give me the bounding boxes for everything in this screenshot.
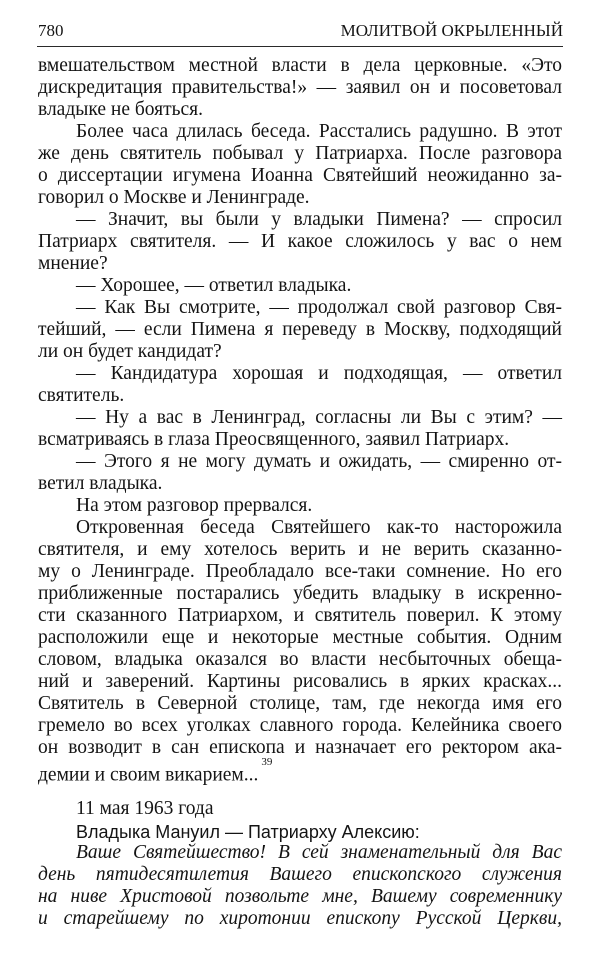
text-line: ний и заверений. Картины рисовались в ярких красках...: [38, 671, 562, 692]
text-line: му о Ленинграде. Преобладало все-таки сомнение. Но его: [38, 561, 562, 582]
paragraph-first-line: — Хорошее, — ответил владыка.: [76, 275, 352, 296]
text-line: вмешательством местной власти в дела церковные. «Это: [38, 55, 562, 76]
text-line: демии и своим викарием...: [38, 764, 259, 786]
paragraph-first-line: — Значит, вы были у владыки Пимена? — спросил: [76, 209, 562, 230]
paragraph-first-line: Ваше Святейшество! В сей знаменательный для Вас: [76, 842, 562, 863]
letter-date: [38, 798, 562, 820]
text-line: о диссертации игумена Иоанна Святейший неожиданно за-: [38, 165, 562, 186]
text-line: он возводит в сан епископа и назначает его ректором ака-: [38, 737, 562, 758]
page-number: 780: [38, 21, 64, 40]
text-line: же день святитель побывал у Патриарха. После разговора: [38, 143, 562, 164]
footnote-reference: 39: [261, 756, 273, 768]
text-line: день пятидесятилетия Вашего епископского служения: [38, 864, 562, 885]
text-line: сти сказанного Патриархом, и святитель поверил. К этому: [38, 605, 562, 626]
text-line: словом, владыка оказался во власти несбыточных обеща-: [38, 649, 562, 670]
heading-text: Владыка Мануил — Патриарху Алексию:: [76, 822, 420, 842]
text-line: святителя, и ему хотелось верить и не верить сказанно-: [38, 539, 562, 560]
paragraph-first-line: На этом разговор прервался.: [76, 495, 313, 516]
body-text: [38, 55, 562, 786]
text-line: мнение?: [38, 253, 108, 274]
paragraph-first-line: Откровенная беседа Святейшего как-то насторожила: [76, 517, 562, 538]
date-text: 11 мая 1963 года: [76, 798, 214, 819]
paragraph-first-line: — Как Вы смотрите, — продолжал свой разговор Свя-: [76, 297, 562, 318]
text-line: Патриарх святителя. — И какое сложилось у вас о нем: [38, 231, 562, 252]
text-line: говорил о Москве и Ленинграде.: [38, 187, 310, 208]
letter-heading: [38, 821, 562, 843]
text-line: святитель.: [38, 385, 125, 406]
text-line: приближенные постарались убедить владыку в искренно-: [38, 583, 562, 604]
text-line: Святитель в Северной столице, там, где некогда имя его: [38, 693, 562, 714]
text-line: и старейшему по хиротонии епископу Русской Церкви,: [38, 908, 562, 929]
text-line: тейший, — если Пимена я переведу в Москву, подходящий: [38, 319, 562, 340]
text-line: владыке не бояться.: [38, 99, 204, 120]
text-line: ветил владыка.: [38, 473, 163, 494]
running-title: МОЛИТВОЙ ОКРЫЛЕННЫЙ: [340, 21, 563, 40]
paragraph-first-line: — Кандидатура хорошая и подходящая, — ответил: [76, 363, 562, 384]
paragraph-first-line: — Этого я не могу думать и ожидать, — смиренно от-: [76, 451, 562, 472]
header-rule: [37, 46, 563, 47]
text-line: расположили еще и некоторые местные события. Одним: [38, 627, 562, 648]
paragraph-first-line: — Ну а вас в Ленинград, согласны ли Вы с этим? —: [76, 407, 562, 428]
letter-text: [38, 842, 562, 930]
running-header: [38, 21, 563, 41]
text-line: ли он будет кандидат?: [38, 341, 222, 362]
text-line: дискредитация правительства!» — заявил он и посоветовал: [38, 77, 562, 98]
text-line: на ниве Христовой позвольте мне, Вашему современнику: [38, 886, 562, 907]
text-line: гремело во всех уголках славного города. Келейника своего: [38, 715, 562, 736]
text-line-with-footnote: [38, 756, 562, 786]
paragraph-first-line: Более часа длилась беседа. Расстались радушно. В этот: [76, 121, 562, 142]
text-line: всматриваясь в глаза Преосвященного, заявил Патриарх.: [38, 429, 510, 450]
